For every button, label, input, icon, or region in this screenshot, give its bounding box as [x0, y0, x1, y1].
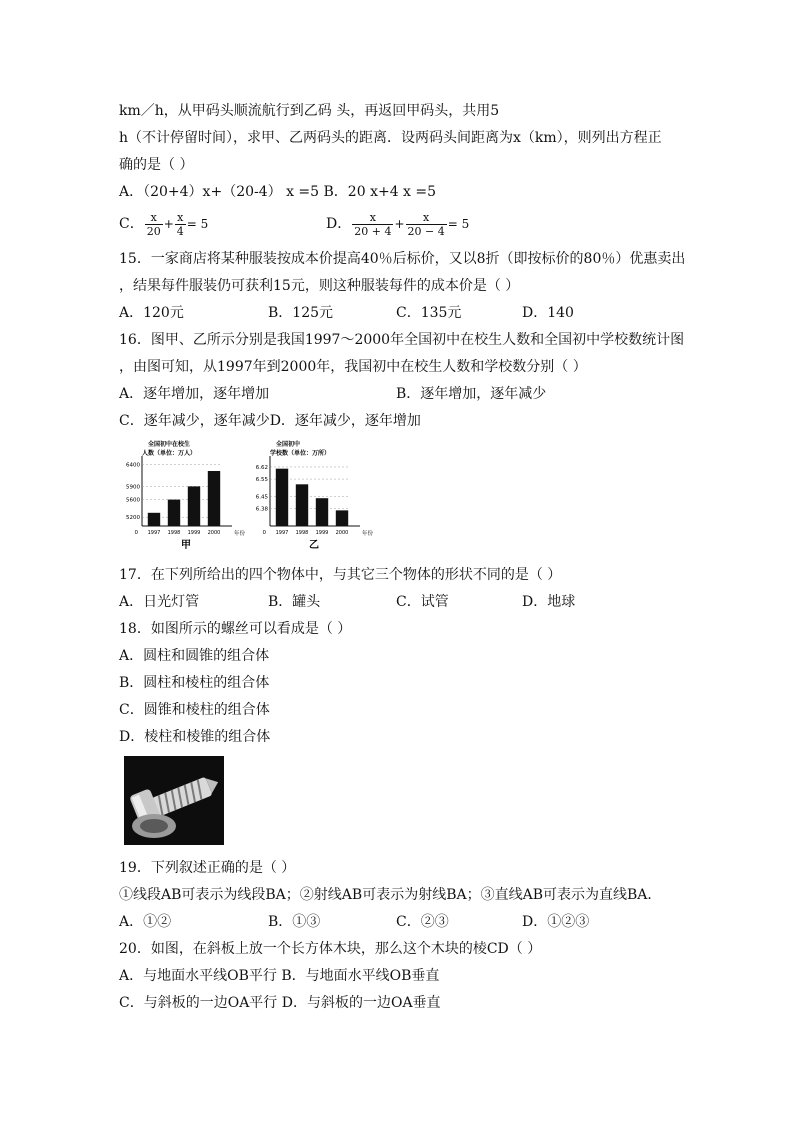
q19-line1: 19．下列叙述正确的是（ ）	[119, 860, 296, 876]
q14-line3: 确的是（ ）	[119, 157, 194, 173]
chart-title: 全国初中	[276, 441, 301, 448]
q15-option-d: D．140	[522, 305, 574, 321]
q16-line1: 16．图甲、乙所示分别是我国1997～2000年全国初中在校生人数和全国初中学校数统计图	[119, 332, 685, 348]
chart-title: 全国初中在校生	[148, 441, 191, 448]
screw-photo	[124, 756, 224, 845]
q18-line1: 18．如图所示的螺丝可以看成是（ ）	[119, 621, 352, 637]
q18-option-d: D．棱柱和棱锥的组合体	[119, 729, 271, 745]
x-tick-label: 2000	[207, 530, 221, 536]
q16-option-b: B．逐年增加，逐年减少	[396, 386, 547, 402]
bar	[336, 510, 348, 526]
fraction: $\frac{x}{20 - 4}$	[407, 210, 445, 238]
q19-option-b: B．①③	[268, 914, 321, 930]
origin-label: 0	[262, 530, 266, 536]
chart-caption: 乙	[309, 540, 319, 551]
origin-label: 0	[134, 530, 138, 536]
bar	[316, 498, 328, 526]
x-tick-label: 1999	[187, 530, 201, 536]
statistics-charts	[118, 436, 378, 556]
bar	[188, 486, 200, 526]
x-tick-label: 2000	[335, 530, 349, 536]
q17-option-a: A．日光灯管	[119, 594, 200, 610]
chart-caption: 甲	[181, 540, 191, 551]
y-tick-label: 6400	[126, 462, 140, 469]
bar	[168, 500, 180, 526]
q17-line1: 17．在下列所给出的四个物体中，与其它三个物体的形状不同的是（ ）	[119, 567, 562, 583]
q15-option-c: C．135元	[396, 305, 462, 321]
y-tick-label: 5600	[126, 497, 140, 504]
q17-option-b: B．罐头	[268, 594, 321, 610]
y-tick-label: 6.38	[255, 506, 268, 513]
x-tick-label: 1999	[315, 530, 329, 536]
bar	[296, 484, 308, 526]
y-tick-label: 6.55	[255, 477, 268, 484]
y-tick-label: 5200	[126, 515, 140, 522]
q14-option-ab: A．（20+4）x+（20-4） x =5 B．20 x+4 x =5	[119, 184, 437, 200]
q19-option-a: A．①②	[119, 914, 172, 930]
x-tick-label: 1997	[275, 530, 289, 536]
q15-option-a: A．120元	[119, 305, 184, 321]
chart-subtitle: 学校数（单位：万所）	[270, 450, 331, 457]
q16-option-a: A．逐年增加，逐年增加	[119, 386, 270, 402]
y-tick-label: 6.45	[255, 494, 268, 501]
y-tick-label: 5900	[126, 484, 140, 491]
q20-line1: 20．如图，在斜板上放一个长方体木块，那么这个木块的棱CD（ ）	[119, 941, 542, 957]
x-tick-label: 1997	[147, 530, 161, 536]
q18-option-b: B．圆柱和棱柱的组合体	[119, 675, 270, 691]
q14-line2: h（不计停留时间），求甲、乙两码头的距离．设两码头间距离为x（km），则列出方程正	[119, 130, 662, 146]
fraction: $\frac{x}{20 + 4}$	[354, 210, 392, 238]
q15-line2: ，结果每件服装仍可获利15元，则这种服装每件的成本价是（ ）	[119, 278, 520, 294]
q18-option-c: C．圆锥和棱柱的组合体	[119, 702, 270, 718]
q17-option-d: D．地球	[522, 594, 576, 610]
x-tick-label: 1998	[295, 530, 309, 536]
bar	[208, 471, 220, 526]
chart-yi	[256, 440, 374, 551]
q14-option-d: D． $\frac{x}{20 + 4}$ + $\frac{x}{20 - 4}$ = 5	[326, 210, 470, 238]
chart-jia	[126, 440, 246, 551]
fraction: $\frac{x}{20}$	[146, 210, 161, 238]
x-tick-label: 1998	[167, 530, 181, 536]
q19-option-d: D．①②③	[522, 914, 590, 930]
q18-option-a: A．圆柱和圆锥的组合体	[119, 648, 270, 664]
q19-option-c: C．②③	[396, 914, 449, 930]
q15-option-b: B．125元	[268, 305, 334, 321]
q20-line2: A．与地面水平线OB平行 B．与地面水平线OB垂直	[119, 968, 440, 984]
bar	[148, 513, 160, 526]
q14-line1: km／h，从甲码头顺流航行到乙码 头，再返回甲码头，共用5	[119, 103, 500, 119]
q19-line2: ①线段AB可表示为线段BA；②射线AB可表示为射线BA；③直线AB可表示为直线BA．	[119, 887, 662, 903]
x-axis-label: 年份	[234, 531, 246, 537]
q15-line1: 15．一家商店将某种服装按成本价提高40％后标价，又以8折（即按标价的80％）优惠卖出	[119, 251, 686, 267]
fraction: $\frac{x}{4}$	[176, 210, 184, 238]
q16-line2: ，由图可知，从1997年到2000年，我国初中在校生人数和学校数分别（ ）	[119, 359, 587, 375]
x-axis-label: 年份	[362, 531, 374, 537]
chart-subtitle: 人数（单位：万人）	[142, 450, 197, 457]
bar	[276, 469, 288, 526]
q16-option-cd: C．逐年减少，逐年减少D．逐年减少，逐年增加	[119, 413, 421, 429]
q20-line3: C．与斜板的一边OA平行 D．与斜板的一边OA垂直	[119, 995, 441, 1011]
q17-option-c: C．试管	[396, 594, 449, 610]
q14-option-c: C． $\frac{x}{20}$ + $\frac{x}{4}$ = 5	[119, 210, 209, 238]
y-tick-label: 6.62	[255, 464, 268, 471]
